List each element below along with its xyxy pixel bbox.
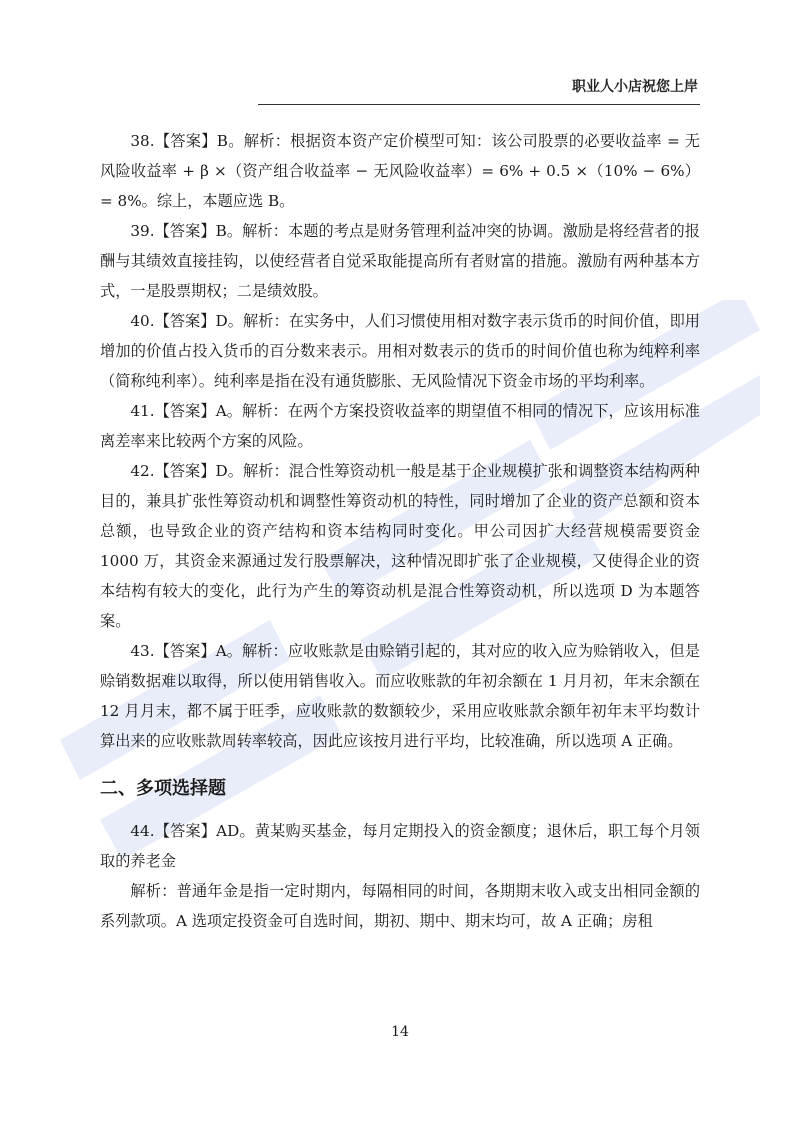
answer-38: 38.【答案】B。解析：根据资本资产定价模型可知：该公司股票的必要收益率 = 无风险收益率 + β ×（资产组合收益率 − 无风险收益率）= 6% + 0.5 ×（10% − 6%）= 8%。综上，本题应选 B。	[100, 132, 700, 210]
answer-43: 43.【答案】A。解析：应收账款是由赊销引起的，其对应的收入应为赊销收入，但是赊销数据难以取得，所以使用销售收入。而应收账款的年初余额在 1 月月初，年末余额在 12 月月末，都不属于旺季，应收账款的数额较少，采用应收账款余额年初年末平均数计算出来的应收账款周转率较高，因此应该按月进行平均，比较准确，所以选项 A 正确。	[100, 642, 700, 750]
page-content	[100, 126, 700, 936]
answer-41: 41.【答案】A。解析：在两个方案投资收益率的期望值不相同的情况下，应该用标准离差率来比较两个方案的风险。	[100, 402, 700, 450]
answer-39: 39.【答案】B。解析：本题的考点是财务管理利益冲突的协调。激励是将经营者的报酬与其绩效直接挂钩，以使经营者自觉采取能提高所有者财富的措施。激励有两种基本方式，一是股票期权；二是绩效股。	[100, 222, 700, 300]
header-title: 职业人小店祝您上岸	[572, 79, 698, 95]
page-header	[258, 76, 700, 105]
answer-42: 42.【答案】D。解析：混合性筹资动机一般是基于企业规模扩张和调整资本结构两种目的，兼具扩张性筹资动机和调整性筹资动机的特性，同时增加了企业的资产总额和资本总额，也导致企业的资产结构和资本结构同时变化。甲公司因扩大经营规模需要资金 1000 万，其资金来源通过发行股票解决，这种情况即扩张了企业规模，又使得企业的资本结构有较大的变化，此行为产生的筹资动机是混合性筹资动机，所以选项 D 为本题答案。	[100, 462, 700, 630]
header-rule	[258, 104, 700, 105]
answer-44-analysis: 解析：普通年金是指一定时期内，每隔相同的时间，各期期末收入或支出相同金额的系列款项。A 选项定投资金可自选时间，期初、期中、期末均可，故 A 正确；房租	[100, 882, 700, 930]
answer-44: 44.【答案】AD。黄某购买基金，每月定期投入的资金额度；退休后，职工每个月领取的养老金	[100, 822, 700, 870]
page-number: 14	[391, 1024, 409, 1040]
answer-40: 40.【答案】D。解析：在实务中，人们习惯使用相对数字表示货币的时间价值，即用增加的价值占投入货币的百分数来表示。用相对数表示的货币的时间价值也称为纯粹利率（简称纯利率）。纯利率是指在没有通货膨胀、无风险情况下资金市场的平均利率。	[100, 312, 700, 390]
section-heading: 二、多项选择题	[100, 778, 226, 799]
